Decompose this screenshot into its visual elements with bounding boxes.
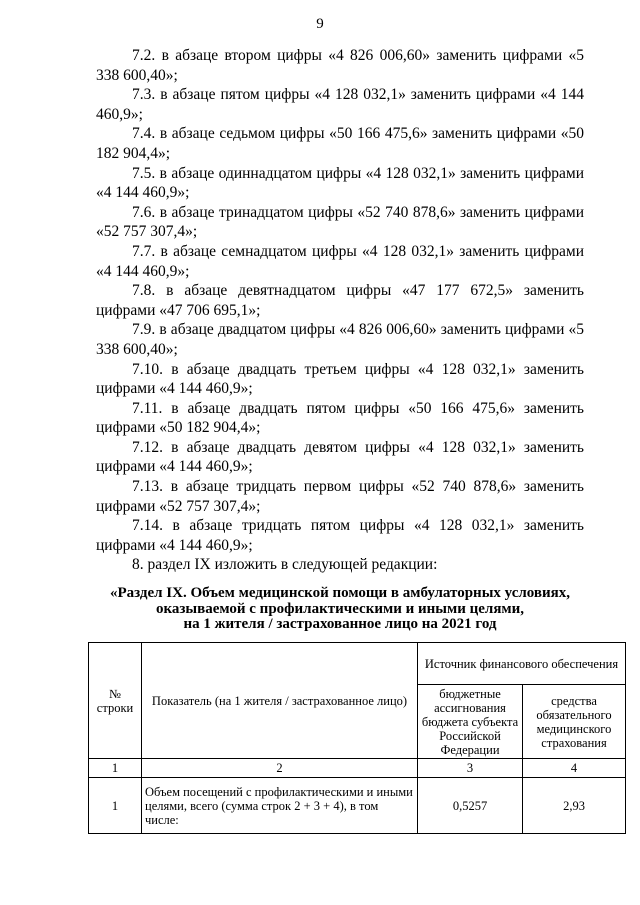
numbering-cell: 1 — [89, 759, 142, 778]
amendment-item-7-14: 7.14. в абзаце тридцать пятом цифры «4 128 032,1» заменить цифрами «4 144 460,9»; — [96, 517, 584, 554]
numbering-cell: 4 — [523, 759, 626, 778]
amendment-item-7-11: 7.11. в абзаце двадцать пятом цифры «50 166 475,6» заменить цифрами «50 182 904,4»; — [96, 399, 584, 437]
numbering-row — [89, 759, 626, 778]
amendment-item-7-2: 7.2. в абзаце втором цифры «4 826 006,60» заменить цифрами «5 338 600,40»; — [96, 47, 584, 84]
amendment-item-7-8: 7.8. в абзаце девятнадцатом цифры «47 177 672,5» заменить цифрами «47 706 695,1»; — [96, 282, 584, 319]
amendment-item-7-10: 7.10. в абзаце двадцать третьем цифры «4 128 032,1» заменить цифрами «4 144 460,9»; — [96, 360, 584, 398]
row-number-cell: 1 — [89, 778, 142, 834]
header-oms: средства обязательного медицинского страхования — [523, 685, 626, 759]
header-funding-source: Источник финансового обеспечения — [418, 643, 626, 685]
header-indicator: Показатель (на 1 жителя / застрахованное лицо) — [142, 643, 418, 759]
header-budget: бюджетные ассигнования бюджета субъекта Российской Федерации — [418, 685, 523, 759]
amendment-item-8: 8. раздел IX изложить в следующей редакции: — [132, 556, 438, 574]
oms-value-cell: 2,93 — [523, 778, 626, 834]
amendment-item-7-4: 7.4. в абзаце седьмом цифры «50 166 475,6» заменить цифрами «50 182 904,4»; — [96, 125, 584, 162]
table-row — [89, 778, 626, 834]
page-number: 9 — [316, 16, 324, 32]
amendment-item-7-12: 7.12. в абзаце двадцать девятом цифры «4 128 032,1» заменить цифрами «4 144 460,9»; — [96, 438, 584, 476]
amendment-item-7-6: 7.6. в абзаце тринадцатом цифры «52 740 878,6» заменить цифрами «52 757 307,4»; — [96, 203, 584, 241]
amendment-item-7-5: 7.5. в абзаце одиннадцатом цифры «4 128 032,1» заменить цифрами «4 144 460,9»; — [96, 164, 584, 202]
amendment-item-7-9: 7.9. в абзаце двадцатом цифры «4 826 006,60» заменить цифрами «5 338 600,40»; — [96, 321, 584, 358]
amendment-item-7-3: 7.3. в абзаце пятом цифры «4 128 032,1» заменить цифрами «4 144 460,9»; — [96, 86, 584, 123]
header-row-number: № строки — [89, 643, 142, 759]
numbering-cell: 3 — [418, 759, 523, 778]
amendment-item-7-13: 7.13. в абзаце тридцать первом цифры «52 740 878,6» заменить цифрами «52 757 307,4»; — [96, 478, 584, 515]
section-heading-line: на 1 жителя / застрахованное лицо на 2021 год — [183, 616, 497, 632]
indicator-cell: Объем посещений с профилактическими и иными целями, всего (сумма строк 2 + 3 + 4), в том числе: — [142, 778, 418, 834]
section-heading-line: «Раздел IX. Объем медицинской помощи в амбулаторных условиях, — [109, 585, 571, 601]
volume-table — [88, 642, 626, 834]
section-heading-line: оказываемой с профилактическими и иными целями, — [155, 600, 525, 617]
numbering-cell: 2 — [142, 759, 418, 778]
budget-value-cell: 0,5257 — [418, 778, 523, 834]
amendment-item-7-7: 7.7. в абзаце семнадцатом цифры «4 128 032,1» заменить цифрами «4 144 460,9»; — [96, 242, 584, 280]
amendment-list — [96, 46, 584, 575]
section-heading — [90, 586, 590, 633]
